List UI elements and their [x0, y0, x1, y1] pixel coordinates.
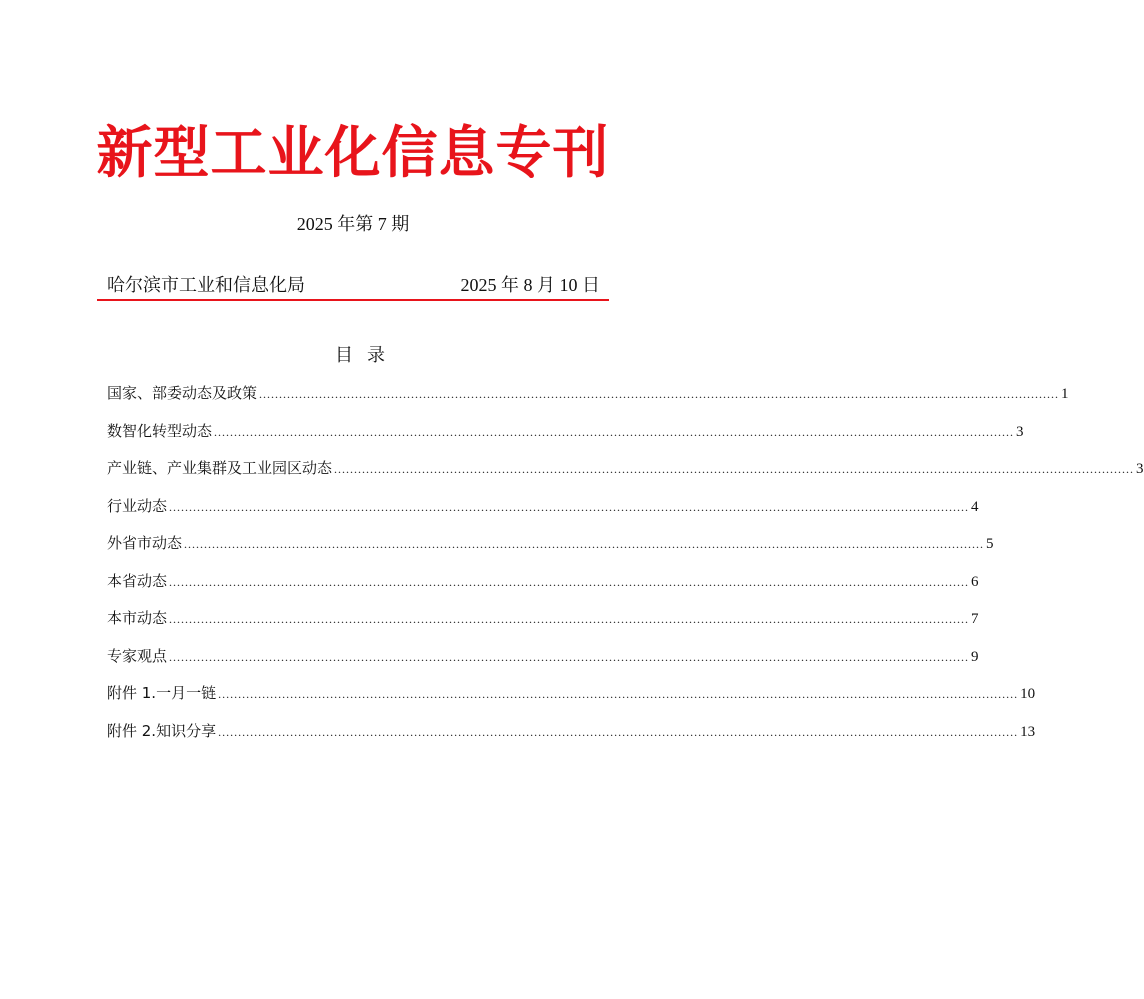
toc-entry-page: 9	[971, 648, 979, 665]
toc-leader-dots: ........................................................................................................................................................................................................	[169, 574, 970, 589]
toc-entry[interactable]	[107, 381, 1069, 419]
toc-entry-page: 4	[971, 498, 979, 515]
toc-leader-dots: ........................................................................................................................................................................................................	[214, 424, 1015, 439]
toc-leader-dots: ........................................................................................................................................................................................................	[169, 649, 970, 664]
toc-entry-page: 6	[971, 573, 979, 590]
toc-leader-dots: ........................................................................................................................................................................................................	[334, 462, 1135, 476]
toc-entry-label: 国家、部委动态及政策	[107, 384, 258, 402]
toc-entry[interactable]	[107, 569, 979, 607]
issue-number: 2025 年第 7 期	[296, 214, 410, 234]
toc-entry-label: 附件 2.知识分享	[107, 721, 217, 740]
toc-leader-dots: ........................................................................................................................................................................................................	[169, 612, 970, 626]
toc-entry-page: 3	[1136, 461, 1144, 477]
toc-entry[interactable]	[107, 606, 979, 644]
toc-entry-page: 5	[986, 536, 994, 552]
publisher-name: 哈尔滨市工业和信息化局	[107, 275, 305, 295]
toc-entry[interactable]	[107, 419, 1024, 457]
toc-entry[interactable]	[107, 719, 1036, 757]
toc-leader-dots: ........................................................................................................................................................................................................	[218, 687, 1019, 701]
toc-entry-page: 1	[1061, 386, 1069, 402]
toc-leader-dots: ........................................................................................................................................................................................................	[218, 724, 1019, 739]
toc-entry-label: 行业动态	[107, 496, 168, 515]
toc-leader-dots: ........................................................................................................................................................................................................	[259, 387, 1060, 401]
toc-entry-page: 13	[1020, 723, 1036, 740]
toc-entry[interactable]	[107, 681, 1036, 719]
toc-entry-label: 本省动态	[107, 571, 168, 590]
toc-entry-label: 产业链、产业集群及工业园区动态	[107, 459, 333, 477]
toc-entry-page: 3	[1016, 423, 1024, 440]
publisher-row	[107, 273, 600, 297]
toc-entry-label: 附件 1.一月一链	[107, 684, 217, 702]
header-divider	[97, 299, 609, 301]
toc-entry-label: 专家观点	[107, 646, 168, 665]
toc-entry[interactable]	[107, 494, 979, 532]
toc-entry[interactable]	[107, 531, 994, 569]
toc-leader-dots: ........................................................................................................................................................................................................	[169, 499, 970, 514]
toc-entry-page: 7	[971, 611, 979, 627]
toc-entry[interactable]	[107, 644, 979, 682]
toc-entry-label: 外省市动态	[107, 534, 183, 552]
toc-entry-label: 数智化转型动态	[107, 421, 213, 440]
toc-title: 目录	[335, 345, 399, 366]
toc-entry-page: 10	[1020, 686, 1036, 702]
table-of-contents	[107, 381, 1144, 756]
toc-leader-dots: ........................................................................................................................................................................................................	[184, 537, 985, 551]
toc-entry-label: 本市动态	[107, 609, 168, 627]
publish-date: 2025 年 8 月 10 日	[460, 275, 600, 295]
toc-entry[interactable]	[107, 456, 1144, 494]
masthead-title: 新型工业化信息专刊	[96, 120, 610, 186]
